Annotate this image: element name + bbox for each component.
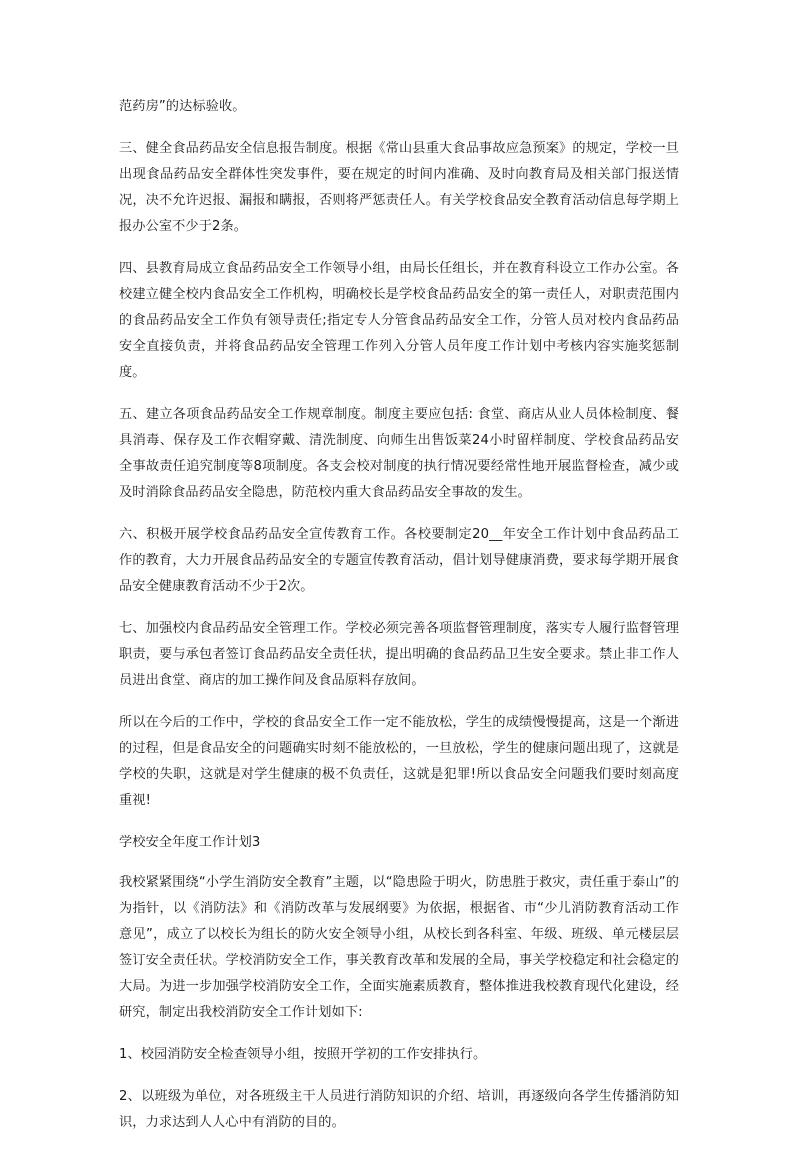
paragraph-section-6: 六、积极开展学校食品药品安全宣传教育工作。各校要制定20__年安全工作计划中食品药品工作的教育，大力开展食品药品安全的专题宣传教育活动，倡计划导健康消费，要求每学期开展食品安全健康教育活动不少于2次。: [119, 527, 679, 594]
document-page: [119, 94, 679, 1152]
paragraph-conclusion: 所以在今后的工作中，学校的食品安全工作一定不能放松，学生的成绩慢慢提高，这是一个渐进的过程，但是食品安全的问题确实时刻不能放松的，一旦放松，学生的健康问题出现了，这就是学校的失职，这就是对学生健康的极不负责任，这就是犯罪!所以食品安全问题我们要时刻高度重视!: [119, 715, 679, 808]
section-heading: 学校安全年度工作计划3: [119, 835, 261, 850]
list-item-1: 1、校园消防安全检查领导小组，按照开学初的工作安排执行。: [119, 1047, 487, 1062]
paragraph-section-7: 七、加强校内食品药品安全管理工作。学校必须完善各项监督管理制度，落实专人履行监督管理职责，要与承包者签订食品药品安全责任状，提出明确的食品药品卫生安全要求。禁止非工作人员进出食堂、商店的加工操作间及食品原料存放间。: [119, 621, 679, 688]
paragraph-fire-safety-intro: 我校紧紧围绕“小学生消防安全教育”主题，以“隐患险于明火，防患胜于救灾，责任重于泰山”的为指针，以《消防法》和《消防改革与发展纲要》为依据，根据省、市“少儿消防教育活动工作意见”，成立了以校长为组长的防火安全领导小组，从校长到各科室、年级、班级、单元楼层层签订安全责任状。学校消防安全工作，事关教育改革和发展的全局，事关学校稳定和社会稳定的大局。为进一步加强学校消防安全工作，全面实施素质教育，整体推进我校教育现代化建设，经研究，制定出我校消防安全工作计划如下:: [119, 875, 679, 1020]
paragraph-section-5: 五、建立各项食品药品安全工作规章制度。制度主要应包括: 食堂、商店从业人员体检制度、餐具消毒、保存及工作衣帽穿戴、清洗制度、向师生出售饭菜24小时留样制度、学校食品药品安全事故责任追究制度等8项制度。各支会校对制度的执行情况要经常性地开展监督检查，减少或及时消除食品药品安全隐患，防范校内重大食品药品安全事故的发生。: [119, 407, 679, 500]
paragraph-section-4: 四、县教育局成立食品药品安全工作领导小组，由局长任组长，并在教育科设立工作办公室。各校建立健全校内食品安全工作机构，明确校长是学校食品药品安全的第一责任人，对职责范围内的食品药品安全工作负有领导责任;指定专人分管食品药品安全工作，分管人员对校内食品药品安全直接负责，并将食品药品安全管理工作列入分管人员年度工作计划中考核内容实施奖惩制度。: [119, 261, 679, 380]
list-item-2: 2、以班级为单位，对各班级主干人员进行消防知识的介绍、培训，再逐级向各学生传播消防知识，力求达到人人心中有消防的目的。: [119, 1089, 679, 1130]
paragraph-continuation: 范药房”的达标验收。: [119, 99, 246, 114]
paragraph-section-3: 三、健全食品药品安全信息报告制度。根据《常山县重大食品事故应急预案》的规定，学校一旦出现食品药品安全群体性突发事件，要在规定的时间内准确、及时向教育局及相关部门报送情况，决不允许迟报、漏报和瞒报，否则将严惩责任人。有关学校食品安全教育活动信息每学期上报办公室不少于2条。: [119, 141, 679, 234]
